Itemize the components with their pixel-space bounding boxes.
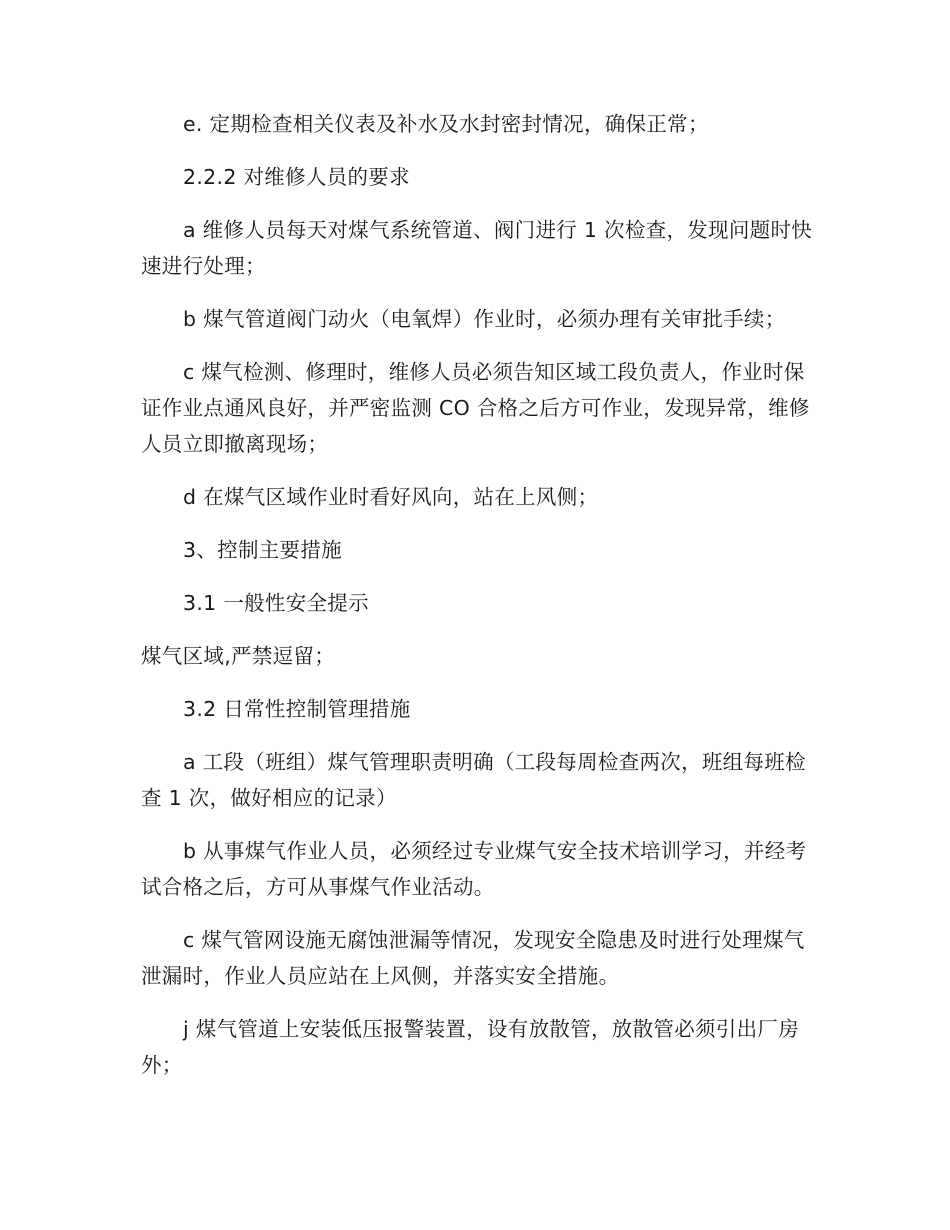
- section-heading-3-2: 3.2 日常性控制管理措施: [183, 697, 411, 721]
- section-heading-3-1: 3.1 一般性安全提示: [183, 591, 369, 615]
- paragraph-item-c-detection-repair: c 煤气检测、修理时，维修人员必须告知区域工段负责人，作业时保证作业点通风良好，并严密监测 CO 合格之后方可作业，发现异常，维修人员立即撤离现场；: [141, 360, 810, 456]
- section-heading-3: 3、控制主要措施: [183, 538, 342, 562]
- paragraph-item-a-daily-check: a 维修人员每天对煤气系统管道、阀门进行 1 次检查，发现问题时快速进行处理；: [141, 218, 813, 278]
- paragraph-item-a-responsibility: a 工段（班组）煤气管理职责明确（工段每周检查两次，班组每班检查 1 次，做好相应的记录）: [141, 750, 806, 810]
- paragraph-item-d-wind-direction: d 在煤气区域作业时看好风向，站在上风侧；: [183, 485, 599, 509]
- paragraph-item-c-leak-handling: c 煤气管网设施无腐蚀泄漏等情况，发现安全隐患及时进行处理煤气泄漏时，作业人员应站在上风侧，并落实安全措施。: [141, 928, 805, 988]
- paragraph-no-loitering: 煤气区域,严禁逗留；: [141, 644, 336, 668]
- document-body: [141, 106, 813, 1100]
- paragraph-item-e-inspection: e. 定期检查相关仪表及补水及水封密封情况，确保正常；: [183, 112, 709, 136]
- paragraph-item-j-alarm-vent: j 煤气管道上安装低压报警装置，设有放散管，放散管必须引出厂房外；: [141, 1017, 800, 1077]
- paragraph-item-b-training: b 从事煤气作业人员，必须经过专业煤气安全技术培训学习，并经考试合格之后，方可从事煤气作业活动。: [141, 839, 807, 899]
- paragraph-item-b-hot-work: b 煤气管道阀门动火（电氧焊）作业时，必须办理有关审批手续；: [183, 307, 786, 331]
- section-heading-2-2-2: 2.2.2 对维修人员的要求: [183, 165, 410, 189]
